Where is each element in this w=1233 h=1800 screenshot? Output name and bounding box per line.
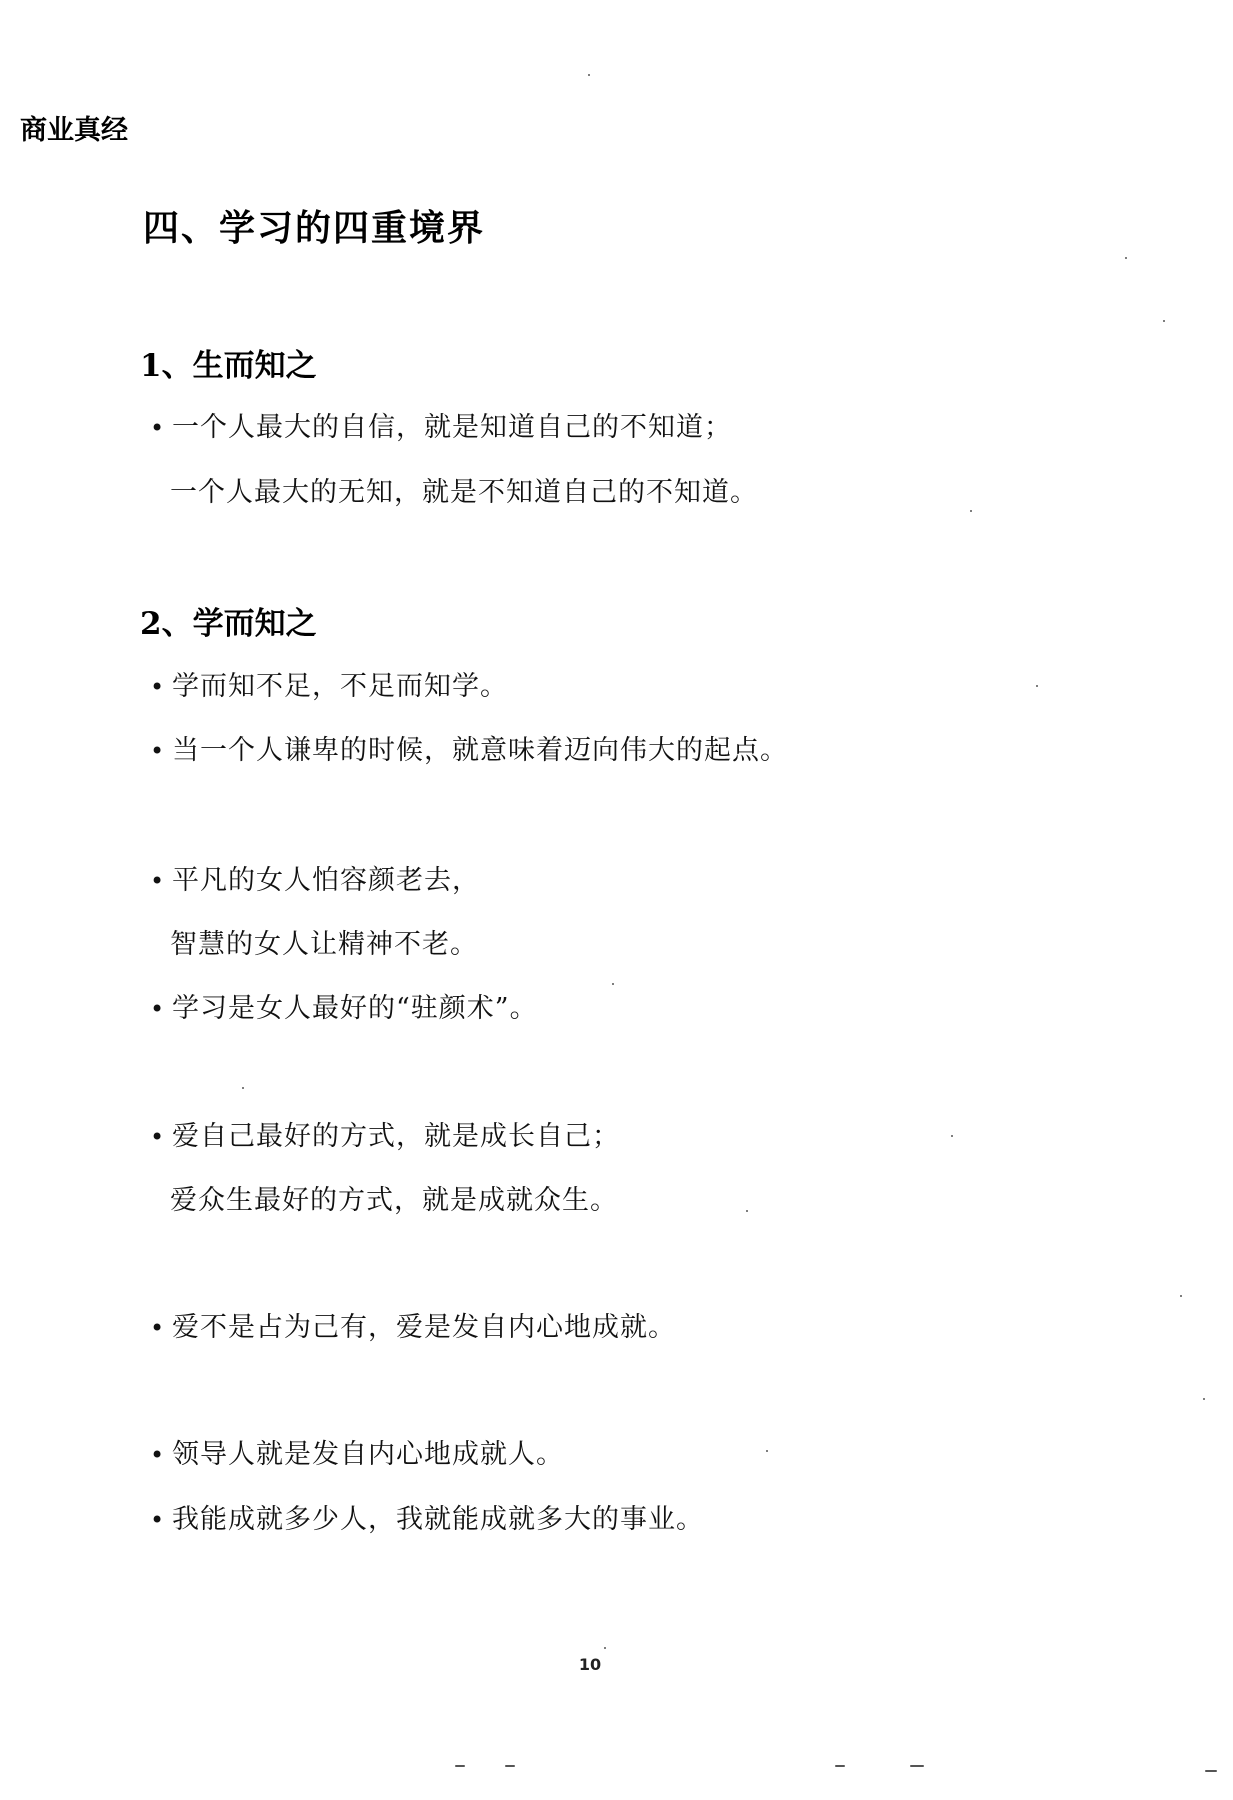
scan-speck: [1163, 320, 1165, 322]
scan-speck: [766, 1450, 768, 1452]
bullet-line: [150, 986, 538, 1025]
bullet-text: 平凡的女人怕容颜老去，: [172, 865, 480, 896]
bullet-text: 学习是女人最好的“驻颜术”。: [172, 993, 538, 1024]
bullet-icon: •: [150, 414, 166, 442]
scan-speck: [242, 1087, 244, 1089]
scan-speck: [970, 510, 972, 512]
continuation-line: 一个人最大的无知，就是不知道自己的不知道。: [170, 477, 758, 508]
bullet-icon: •: [150, 1506, 166, 1534]
bullet-icon: •: [150, 1123, 166, 1151]
bullet-icon: •: [150, 867, 166, 895]
bullet-line: [150, 728, 788, 767]
bullet-text: 我能成就多少人，我就能成就多大的事业。: [172, 1504, 704, 1535]
bullet-icon: •: [150, 1314, 166, 1342]
continuation-line: 爱众生最好的方式，就是成就众生。: [170, 1185, 618, 1216]
scan-speck: [746, 1210, 748, 1212]
scan-speck: [1036, 685, 1038, 687]
page-number: 10: [578, 1655, 602, 1674]
bullet-text: 学而知不足，不足而知学。: [172, 671, 508, 702]
bullet-text: 当一个人谦卑的时候，就意味着迈向伟大的起点。: [172, 735, 788, 766]
bullet-line: [150, 1114, 620, 1153]
bullet-icon: •: [150, 737, 166, 765]
section-heading-1: 1、生而知之: [140, 348, 317, 384]
continuation-line: 智慧的女人让精神不老。: [170, 929, 478, 960]
bullet-icon: •: [150, 673, 166, 701]
scan-speck: [612, 983, 614, 985]
scan-speck: [1203, 1398, 1205, 1400]
bullet-line: [150, 858, 480, 897]
scan-speck: [588, 74, 590, 76]
scan-speck: [835, 1765, 845, 1767]
bullet-line: [150, 1497, 704, 1536]
bullet-text: 领导人就是发自内心地成就人。: [172, 1439, 564, 1470]
bullet-line: [150, 664, 508, 703]
scan-speck: [455, 1765, 465, 1767]
bullet-icon: •: [150, 995, 166, 1023]
scan-speck: [1125, 257, 1127, 259]
scan-speck: [951, 1135, 953, 1137]
bullet-text: 爱不是占为己有，爱是发自内心地成就。: [172, 1312, 676, 1343]
bullet-line: [150, 1432, 564, 1471]
bullet-text: 爱自己最好的方式，就是成长自己；: [172, 1121, 620, 1152]
running-header: 商业真经: [20, 115, 128, 146]
bullet-line: [150, 1305, 676, 1344]
chapter-title: 四、学习的四重境界: [143, 207, 486, 249]
bullet-line: [150, 405, 732, 444]
scan-speck: [505, 1765, 515, 1767]
scan-speck: [910, 1765, 924, 1767]
scan-speck: [1180, 1295, 1182, 1297]
bullet-icon: •: [150, 1441, 166, 1469]
section-heading-2: 2、学而知之: [140, 606, 317, 642]
scan-speck: [604, 1647, 606, 1649]
scan-speck: [1205, 1770, 1217, 1772]
bullet-text: 一个人最大的自信，就是知道自己的不知道；: [172, 412, 732, 443]
